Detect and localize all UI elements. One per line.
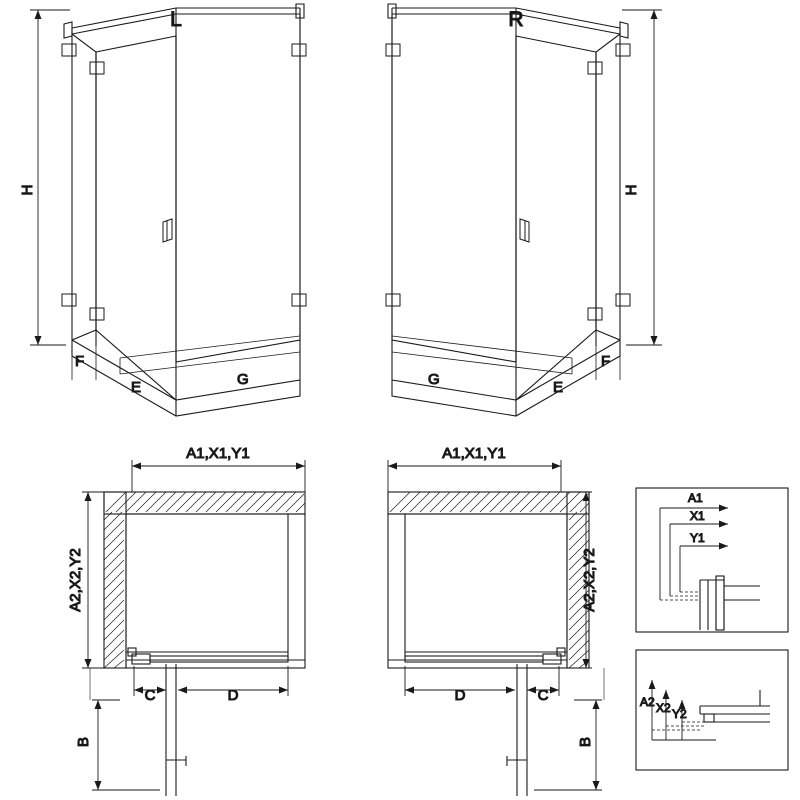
label-b-right: B [577,736,594,748]
bottom-dimensions-left [72,346,176,416]
plan-right-cd-dim [405,666,559,696]
dimension-h-right [622,10,662,345]
label-a1x1y1-left: A1,X1,Y1 [186,445,250,462]
door-swing-right [507,664,527,796]
label-a1x1y1-right: A1,X1,Y1 [442,445,506,462]
hinge-set-left [62,44,306,320]
door-handle-right [520,219,529,242]
wall-hatch-left [104,492,305,668]
label-f-right: F [601,353,611,370]
label-a2-detail: A2 [640,695,655,709]
detail-box-a2 [636,650,788,770]
handing-label-left: L [170,8,182,31]
top-rail-left [64,4,304,38]
detail-a1-geometry [660,576,760,630]
enclosure-plan-left [126,514,305,668]
base-tray-left [72,330,300,416]
label-d-right: D [454,687,466,704]
base-tray-right [392,330,620,416]
plan-view-right [388,445,604,796]
iso-view-right [386,4,662,416]
glass-panels-left [72,14,300,400]
dimension-h-left [30,10,70,345]
door-handle-left [163,219,172,242]
iso-view-left [19,4,306,416]
label-x2-detail: X2 [656,701,671,715]
label-f-left: F [75,353,85,370]
label-g-right: G [428,371,440,388]
hinge-set-right [386,44,630,320]
glass-panels-right [392,14,620,400]
label-a1-detail: A1 [688,491,703,505]
wall-hatch-right [388,492,589,668]
label-h-right: H [623,184,640,196]
label-e-left: E [131,379,142,396]
plan-right-top-dim [388,460,561,492]
plan-left-top-dim [132,460,305,492]
label-x1-detail: X1 [690,509,705,523]
label-c-right: C [537,687,549,704]
handing-label-right: R [508,8,524,31]
label-b-left: B [75,736,92,748]
plan-left-cd-dim [134,666,288,696]
label-a2x2y2-right: A2,X2,Y2 [581,548,598,612]
label-c-left: C [144,687,156,704]
label-d-left: D [227,687,239,704]
plan-view-left [67,445,305,796]
detail-box-a1 [636,488,788,632]
label-a2x2y2-left: A2,X2,Y2 [67,548,84,612]
door-swing-left [166,664,186,796]
label-e-right: E [553,379,564,396]
label-y2-detail: Y2 [672,707,687,721]
label-g-left: G [237,371,249,388]
enclosure-plan-right [388,514,567,668]
label-y1-detail: Y1 [690,531,705,545]
label-h-left: H [19,184,36,196]
